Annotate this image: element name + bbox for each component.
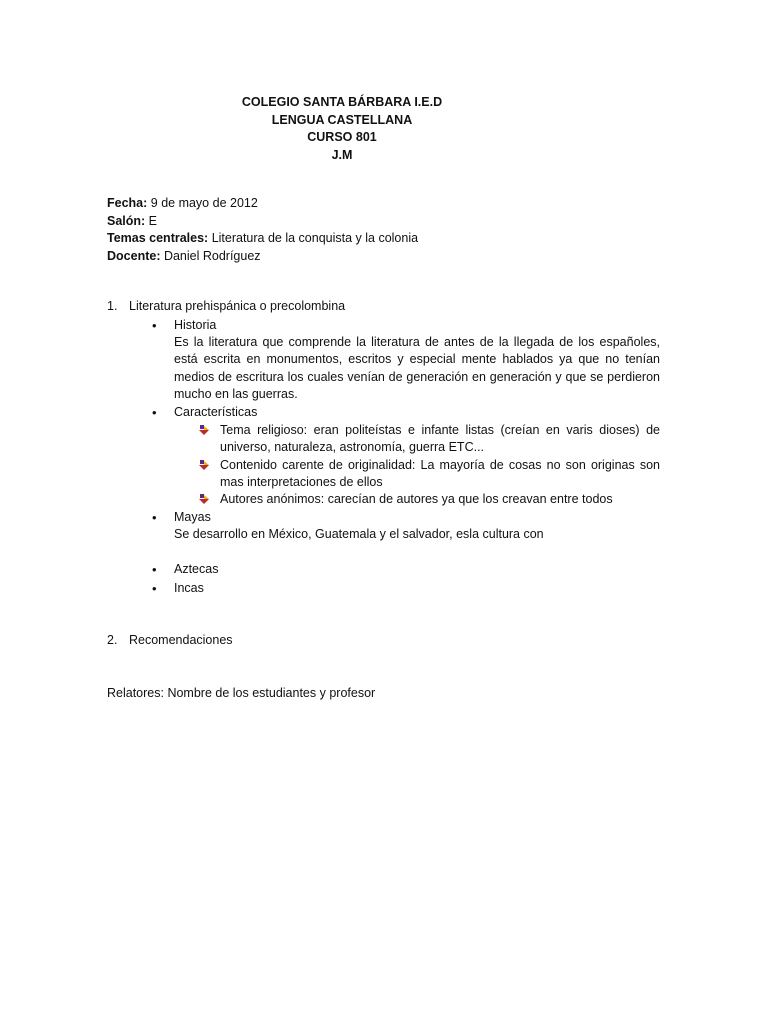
historia-paragraph bbox=[174, 334, 660, 404]
caracteristica-line: Contenido carente de originalidad: La mayoría de cosas no son originas son bbox=[220, 458, 660, 472]
section-1-heading bbox=[107, 298, 345, 316]
round-bullet-icon: • bbox=[152, 318, 157, 333]
round-bullet-icon: • bbox=[152, 562, 157, 577]
round-bullet-icon: • bbox=[152, 405, 157, 420]
docente-row bbox=[107, 248, 418, 266]
initials: J.M bbox=[331, 147, 353, 162]
fecha-label: Fecha: bbox=[107, 196, 148, 210]
school-name: COLEGIO SANTA BÁRBARA I.E.D bbox=[241, 95, 443, 109]
section-2-title: Recomendaciones bbox=[129, 633, 233, 647]
caracteristica-text-1 bbox=[220, 422, 660, 457]
caracteristicas-label: Características bbox=[174, 405, 258, 419]
caracteristica-text-2 bbox=[220, 457, 660, 492]
historia-line: medios de escritura los cuales venían de generación en generación y que se perdieron bbox=[174, 369, 660, 384]
mayas-label: Mayas bbox=[174, 510, 211, 524]
caracteristica-line: Autores anónimos: carecían de autores ya que los creavan entre todos bbox=[220, 492, 613, 506]
subject-name: LENGUA CASTELLANA bbox=[271, 112, 413, 127]
aztecas-label: Aztecas bbox=[174, 562, 219, 576]
temas-row bbox=[107, 230, 418, 248]
caracteristica-line: universo, naturaleza, astronomía, guerra ETC... bbox=[220, 440, 485, 455]
meta-block bbox=[107, 195, 418, 265]
section-1-number: 1. bbox=[107, 299, 118, 313]
historia-line: está escrita en monumentos, escritos y especial mente hablados ya que no tenían bbox=[174, 352, 660, 367]
section-1-title: Literatura prehispánica o precolombina bbox=[129, 299, 346, 313]
arrow-bullet-icon bbox=[199, 425, 209, 435]
salon-row bbox=[107, 213, 418, 231]
docente-label: Docente: bbox=[107, 248, 161, 263]
round-bullet-icon: • bbox=[152, 510, 157, 525]
document-header bbox=[0, 94, 684, 164]
docente-value: Daniel Rodríguez bbox=[160, 248, 261, 263]
caracteristica-line: mas interpretaciones de ellos bbox=[220, 475, 383, 490]
temas-value: Literatura de la conquista y la colonia bbox=[208, 231, 419, 245]
course-name: CURSO 801 bbox=[307, 130, 377, 144]
incas-label: Incas bbox=[174, 581, 204, 595]
fecha-value: 9 de mayo de 2012 bbox=[147, 196, 258, 210]
caracteristica-line: Tema religioso: eran politeístas e infante listas (creían en varis dioses) de bbox=[220, 423, 660, 437]
historia-line: mucho en las guerras. bbox=[174, 387, 298, 402]
salon-value: E bbox=[145, 213, 158, 228]
arrow-bullet-icon bbox=[199, 494, 209, 504]
mayas-text: Se desarrollo en México, Guatemala y el salvador, esla cultura con bbox=[174, 527, 544, 541]
fecha-row bbox=[107, 195, 418, 213]
section-2-number: 2. bbox=[107, 633, 118, 647]
relatores-line: Relatores: Nombre de los estudiantes y profesor bbox=[107, 686, 376, 700]
salon-label: Salón: bbox=[107, 213, 146, 228]
arrow-bullet-icon bbox=[199, 460, 209, 470]
temas-label: Temas centrales: bbox=[107, 231, 209, 245]
caracteristica-text-3 bbox=[220, 491, 660, 508]
section-2-heading bbox=[107, 632, 233, 650]
historia-line: Es la literatura que comprende la literatura de antes de la llegada de los españoles, bbox=[174, 335, 660, 349]
round-bullet-icon: • bbox=[152, 581, 157, 596]
historia-label: Historia bbox=[174, 318, 217, 332]
